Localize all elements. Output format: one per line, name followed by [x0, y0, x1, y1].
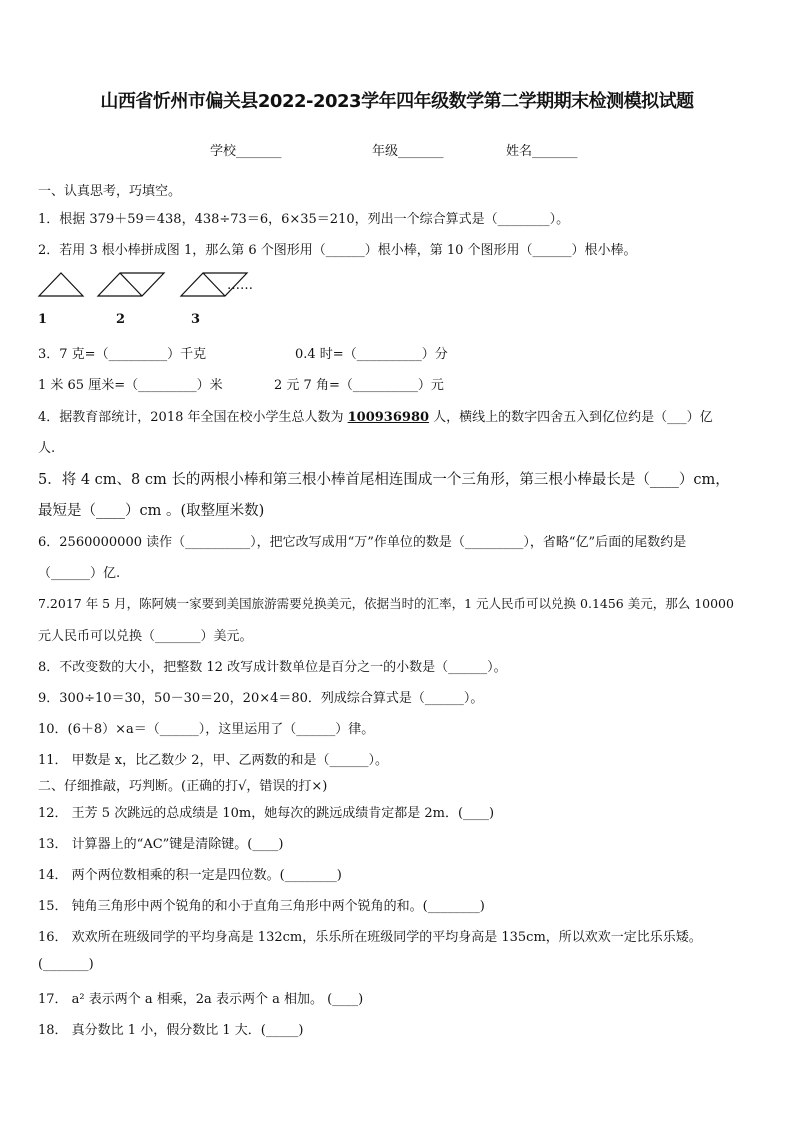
question-1: 1．根据 379＋59＝438，438÷73＝6，6×35＝210，列出一个综合算式是（________）。: [38, 212, 570, 227]
name-field[interactable]: 姓名_______: [506, 144, 578, 159]
page-title: 山西省忻州市偏关县2022-2023学年四年级数学第二学期期末检测模拟试题: [100, 91, 694, 112]
question-5-line-1: 5．将 4 cm、8 cm 长的两根小棒和第三根小棒首尾相连围成一个三角形，第三根小棒最长是（____）cm，: [38, 472, 730, 488]
question-3-d: 2 元 7 角=（__________）元: [274, 378, 444, 393]
school-field[interactable]: 学校_______: [210, 144, 282, 159]
figure-label-2: 2: [116, 312, 126, 327]
question-10: 10．(6＋8）×a＝（______），这里运用了（______）律。: [38, 722, 375, 737]
question-15: 15． 钝角三角形中两个锐角的和小于直角三角形中两个锐角的和。(________): [38, 899, 485, 914]
question-12: 12． 王芳 5 次跳远的总成绩是 10m，她每次的跳远成绩肯定都是 2m．(____): [38, 806, 495, 821]
question-16-line-2: (_______): [38, 957, 94, 972]
figure-2-shape: [98, 273, 164, 296]
figure-1-triangle: [39, 273, 83, 296]
section-2-heading: 二、仔细推敲，巧判断。(正确的打√，错误的打×): [38, 779, 328, 794]
question-4-text-start: 4．据教育部统计，2018 年全国在校小学生总人数为: [38, 410, 348, 425]
question-5-line-2: 最短是（____）cm 。(取整厘米数): [38, 503, 265, 519]
question-4-text-end: 人，横线上的数字四舍五入到亿位约是（___）亿: [429, 410, 713, 425]
question-4-underlined-number: 100936980: [347, 410, 430, 425]
question-4-continued: 人.: [38, 441, 56, 456]
question-9: 9．300÷10＝30，50－30＝20，20×4＝80．列成综合算式是（______）。: [38, 691, 484, 706]
grade-field[interactable]: 年级_______: [372, 144, 444, 159]
figure-label-1: 1: [38, 312, 48, 327]
figure-label-3: 3: [191, 312, 201, 327]
pattern-continuation-dots: ……: [227, 278, 253, 293]
section-1-heading: 一、认真思考，巧填空。: [38, 184, 182, 199]
question-6-line-1: 6．2560000000 读作（__________），把它改写成用“万”作单位的数是（_________），省略“亿”后面的尾数约是: [38, 535, 687, 550]
question-16-line-1: 16． 欢欢所在班级同学的平均身高是 132cm，乐乐所在班级同学的平均身高是 135cm，所以欢欢一定比乐乐矮。: [38, 930, 702, 945]
question-13: 13． 计算器上的“AC”键是清除键。(____): [38, 837, 284, 852]
question-18: 18． 真分数比 1 小，假分数比 1 大．(_____): [38, 1023, 304, 1038]
question-17: 17． a² 表示两个 a 相乘，2a 表示两个 a 相加。 (____): [38, 992, 364, 1007]
question-6-line-2: （______）亿.: [38, 566, 121, 581]
question-8: 8．不改变数的大小，把整数 12 改写成计数单位是百分之一的小数是（______）。: [38, 660, 507, 675]
question-3-b: 0.4 时=（__________）分: [295, 347, 448, 362]
question-3-a: 3．7 克=（_________）千克: [38, 347, 207, 362]
question-7-line-1: 7.2017 年 5 月，陈阿姨一家要到美国旅游需要兑换美元，依据当时的汇率，1 元人民币可以兑换 0.1456 美元，那么 10000: [38, 596, 734, 611]
question-2: 2．若用 3 根小棒拼成图 1，那么第 6 个图形用（______）根小棒，第 10 个图形用（______）根小棒。: [38, 243, 637, 258]
question-3-c: 1 米 65 厘米=（_________）米: [38, 378, 223, 393]
question-7-line-2: 元人民币可以兑换（_______）美元。: [38, 629, 253, 644]
question-11: 11． 甲数是 x，比乙数少 2，甲、乙两数的和是（______）。: [38, 753, 389, 768]
question-4: [38, 406, 713, 425]
question-14: 14． 两个两位数相乘的积一定是四位数。(________): [38, 868, 342, 883]
